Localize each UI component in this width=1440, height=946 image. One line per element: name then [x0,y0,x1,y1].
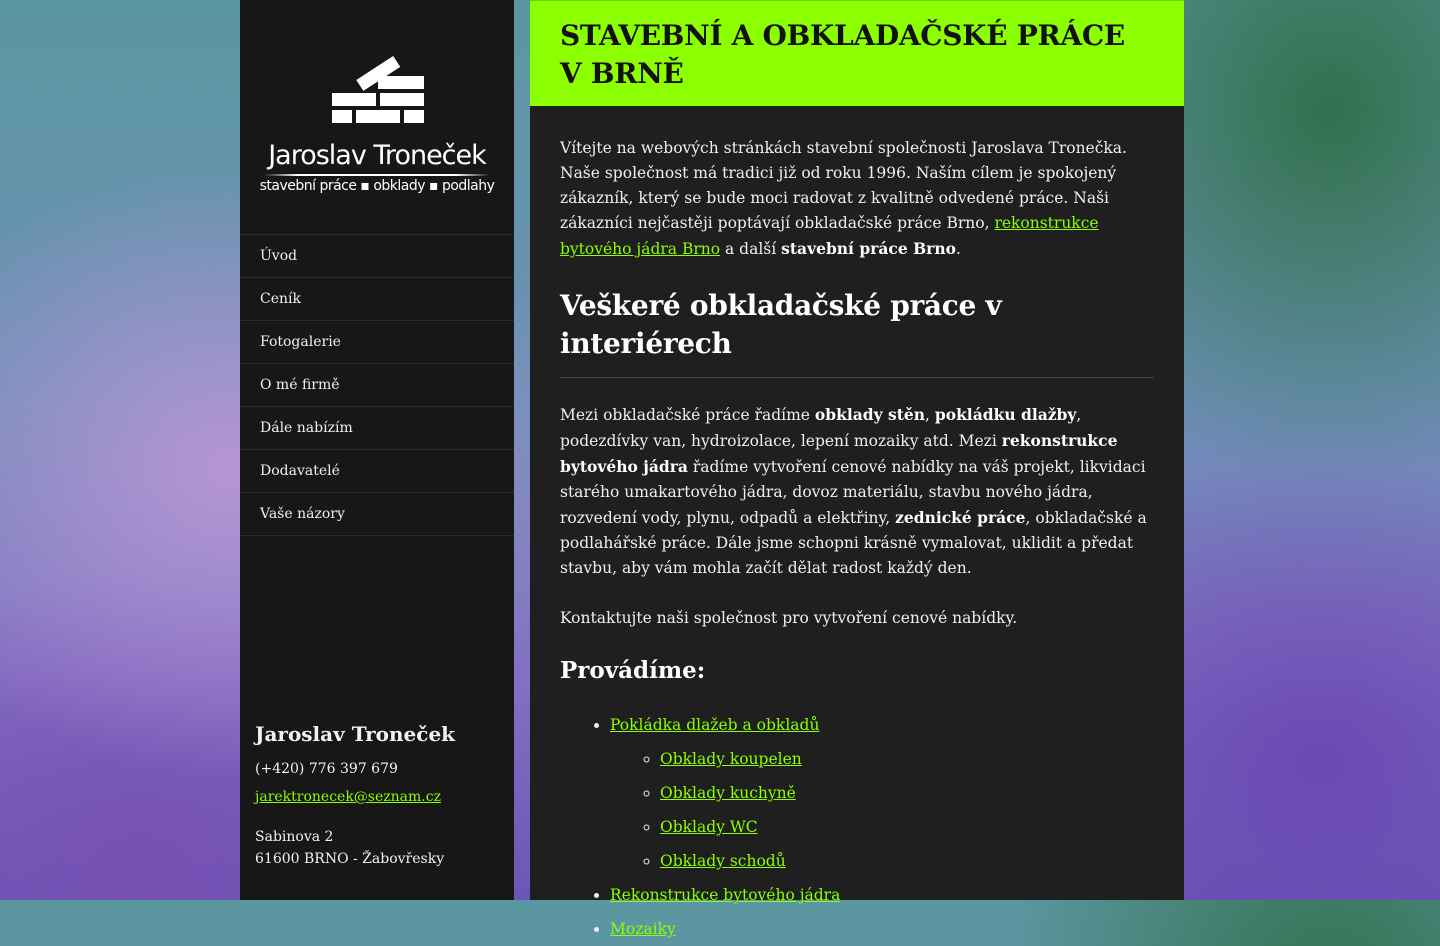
nav-item-cenik[interactable]: Ceník [240,278,514,321]
nav-item-fotogalerie[interactable]: Fotogalerie [240,321,514,364]
services-text-2: , [925,406,935,424]
contact-name: Jaroslav Troneček [255,722,456,746]
address-street: Sabinova 2 [255,829,334,845]
intro-text-2: a další [720,240,782,258]
logo-underline [264,174,490,176]
list-heading: Provádíme: [560,657,706,684]
services-text-4: řadíme vytvoření cenové nabídky na váš projekt, likvidaci starého umakartového jádra, dovoz materiálu, stavbu nového jádra, rozvedení vody, plynu, odpadů a elektřiny, [560,458,1146,527]
link-mozaiky[interactable]: Mozaiky [610,920,676,938]
bricks-icon [330,56,424,132]
services-sublist [610,742,1154,878]
page-header [530,0,1184,106]
article [530,106,1184,946]
link-obklady-kuchyne[interactable]: Obklady kuchyně [660,784,796,802]
services-bold-3: rekonstrukce bytového jádra [560,431,1118,476]
contact-note: Kontaktujte naši společnost pro vytvoření cenové nabídky. [560,609,1018,627]
list-item [660,810,1154,844]
services-text-1: Mezi obkladačské práce řadíme [560,406,815,424]
services-paragraph [560,402,1154,581]
link-obklady-koupelen[interactable]: Obklady koupelen [660,750,802,768]
services-bold-4: zednické práce [895,508,1026,527]
section-heading: Veškeré obkladačské práce v interiérech [560,289,1002,360]
nav-item-uvod[interactable]: Úvod [240,235,514,278]
sidebar [240,0,514,900]
services-bold-1: obklady stěn [814,405,926,424]
list-item [610,878,1154,912]
contact-box [255,716,505,870]
intro-bold: stavební práce Brno [781,239,956,258]
link-obklady-wc[interactable]: Obklady WC [660,818,758,836]
nav-item-dale-nabizim[interactable]: Dále nabízím [240,407,514,450]
section-divider [560,377,1154,378]
site-logo[interactable] [240,56,514,206]
link-rekonstrukce-jadra[interactable]: Rekonstrukce bytového jádra [610,886,841,904]
list-item [660,742,1154,776]
link-pokladka-dlazeb[interactable]: Pokládka dlažeb a obkladů [610,716,820,734]
contact-email-link[interactable]: jarektronecek@seznam.cz [255,789,441,805]
services-text-5: , obkladačské a podlahářské práce. Dále jsme schopni krásně vymalovat, uklidit a předat stavbu, aby vám mohla začít dělat radost každý den. [560,509,1147,577]
main-navigation [240,234,514,536]
logo-tagline: stavební práce ▪ obklady ▪ podlahy [259,178,495,194]
page-title: STAVEBNÍ A OBKLADAČSKÉ PRÁCE V BRNĚ [560,19,1125,90]
list-item [610,912,1154,946]
rekonstrukce-link[interactable]: rekonstrukce bytového jádra Brno [560,214,1099,258]
services-text-3: , podezdívky van, hydroizolace, lepení mozaiky atd. Mezi [560,406,1082,450]
contact-address [255,826,505,870]
list-item [610,708,1154,878]
nav-item-vase-nazory[interactable]: Vaše názory [240,493,514,536]
list-item [660,776,1154,810]
nav-item-o-me-firme[interactable]: O mé firmě [240,364,514,407]
main-content [530,0,1184,938]
contact-phone: (+420) 776 397 679 [255,761,398,777]
intro-text-1: Vítejte na webových stránkách stavební společnosti Jaroslava Tronečka. Naše společnost má tradici již od roku 1996. Naším cílem je spokojený zákazník, který se bude moci radovat z kvalitně odvedené práce. Naši zákazníci nejčastěji poptávají obkladačské práce Brno, [560,139,1127,232]
services-list [560,708,1154,946]
nav-item-dodavatele[interactable]: Dodavatelé [240,450,514,493]
link-obklady-schodu[interactable]: Obklady schodů [660,852,786,870]
intro-text-3: . [955,240,961,258]
address-city: 61600 BRNO - Žabovřesky [255,851,445,867]
services-bold-2: pokládku dlažby [934,405,1077,424]
logo-name: Jaroslav Troneček [268,140,486,171]
list-item [660,844,1154,878]
intro-paragraph [560,136,1154,262]
